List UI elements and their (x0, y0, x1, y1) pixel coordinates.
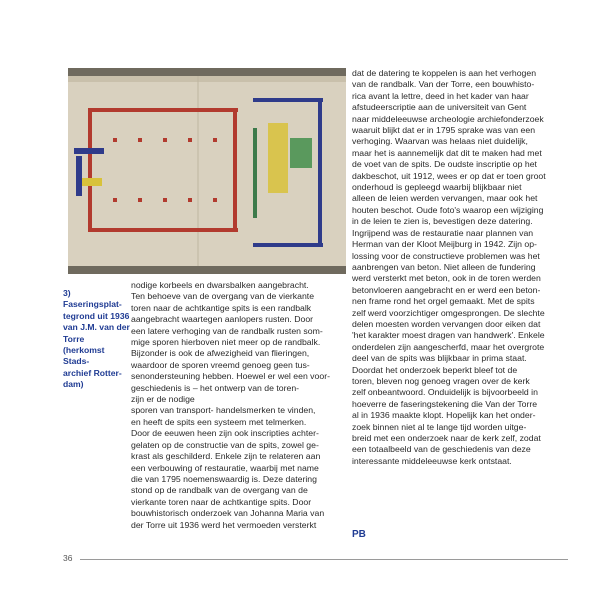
text-line: zelf werd voorzichtiger omgesprongen. De slechte (352, 307, 545, 318)
text-line: van de randbalk. Van der Torre, een bouwhisto- (352, 79, 535, 90)
text-line: nodige korbeels en dwarsbalken aangebracht. (131, 280, 309, 290)
article-column-middle (131, 280, 346, 531)
text-line: een latere verhoging van de randbalk rusten som- (131, 325, 323, 336)
floor-plan-photo (68, 68, 346, 274)
text-line: senondersteuning hebben. Hoewel er wel een voor- (131, 371, 330, 382)
text-line: dat de datering te koppelen is aan het verhogen (352, 68, 537, 78)
text-line: waaruit blijkt dat er in 1795 sprake was van een (352, 125, 536, 136)
text-line: de voet van de spits. De oudste inscriptie op het (352, 159, 537, 170)
caption-line: dam) (63, 379, 84, 390)
caption-line: 3) Faseringsplat- (63, 288, 122, 310)
text-line: verhoging. Waarvan was helaas niet duidelijk, (352, 136, 528, 147)
text-line: Doordat het onderzoek beperkt bleef tot de (352, 364, 518, 375)
text-line: hoeverre de faseringstekening die Van der Torre (352, 398, 538, 409)
text-line: der Torre uit 1936 werd het vermoeden versterkt (131, 519, 317, 530)
caption-line: van J.M. van der (63, 322, 130, 333)
text-line: in de leien te zien is, bevestigen deze datering. (352, 216, 533, 227)
text-line: 'het karakter moest dragen van handwerk'. Enkele (352, 330, 545, 341)
text-line: alleen de leien werden vervangen, maar ook het (352, 193, 538, 204)
text-line: geschiedenis is – het ontwerp van de toren- (131, 382, 300, 393)
text-line: Ingrijpend was de restauratie naar plannen van (352, 227, 534, 238)
text-line: gelaten op de constructie van de spits, zowel ge- (131, 439, 319, 450)
caption-line: archief Rotter- (63, 367, 122, 378)
text-line: die van 1795 noemenswaardig is. Deze datering (131, 473, 317, 484)
text-line: maar het is aannemelijk dat dit te maken had met (352, 147, 542, 158)
text-line: houten beschot. Oude foto's waarop een wijziging (352, 204, 544, 215)
text-line: stond op de randbalk van de overgang van de (131, 485, 308, 496)
text-line: zelf onbeantwoord. Onduidelijk is bijvoorbeeld in (352, 387, 538, 398)
author-signature: PB (352, 529, 366, 540)
text-line: aangebracht waartegen aanlopers rusten. Door (131, 314, 314, 325)
text-line: zoek binnen niet al te lange tijd worden uitge- (352, 421, 527, 432)
text-line: en heeft de spits een systeem met telmerken. (131, 416, 307, 427)
page-number: 36 (63, 553, 73, 563)
text-line: bouwhistorisch onderzoek van Johanna Maria van (131, 508, 325, 519)
text-line: Door de eeuwen heen zijn ook inscripties achter- (131, 428, 319, 439)
article-column-right (352, 68, 566, 467)
text-line: al in 1936 maakte klopt. Hopelijk kan het onder- (352, 410, 536, 421)
text-line: krast als geschilderd. Enkele zijn te relateren aan (131, 451, 321, 462)
text-line: toren naar de achtkantige spits is een randbalk (131, 302, 312, 313)
text-line: zijn er de nodige (131, 394, 195, 405)
text-line: sporen van transport- handelsmerken te vinden, (131, 405, 316, 416)
text-line: naar middeleeuwse archeologie archiefonderzoek (352, 113, 544, 124)
text-line: lossing voor de constructieve problemen was het (352, 250, 540, 261)
caption-line: (herkomst Stads- (63, 345, 105, 367)
caption-line: Torre (63, 333, 85, 344)
text-line: onderdelen zijn aangescherfd, maar het overgrote (352, 341, 545, 352)
text-line: waardoor de sporen vreemd genoeg geen tus- (131, 359, 310, 370)
text-line: toren, bleven nog genoeg vragen over de kerk (352, 375, 530, 386)
text-line: aanbrengen van beton. Niet alleen de fundering (352, 261, 536, 272)
text-line: dakbeschot, uit 1912, wees er op dat er toen groot (352, 170, 546, 181)
floor-plan-drawing (68, 68, 346, 274)
text-line: vierkante toren naar de achtkantige spits. Door (131, 496, 312, 507)
text-line: betonvloeren aangebracht en er werd een beton- (352, 284, 541, 295)
figure-caption (63, 288, 131, 391)
text-line: nen frame rond het orgel gemaakt. Met de spits (352, 296, 535, 307)
text-line: een totaalbeeld van de geschiedenis van deze (352, 444, 531, 455)
text-line: interessante middeleeuwse kerk ontstaat. (352, 455, 512, 466)
text-line: breid met een onderzoek naar de kerk zelf, zodat (352, 433, 541, 443)
text-line: afstudeerscriptie aan de universiteit van Gent (352, 102, 527, 113)
text-line: onderhoud is gepleegd waarbij blijkbaar niet (352, 182, 522, 193)
footer-rule (80, 559, 568, 560)
caption-line: tegrond uit 1936 (63, 310, 130, 321)
text-line: mige sporen hierboven niet meer op de randbalk. (131, 337, 321, 348)
text-line: een verbouwing of restauratie, waarbij met name (131, 462, 319, 473)
text-line: werd versterkt met beton, ook in de toren werden (352, 273, 541, 284)
text-line: Herman van der Kloot Meijburg in 1942. Zijn op- (352, 239, 537, 250)
text-line: deel van de spits was blijkbaar in prima staat. (352, 353, 527, 364)
text-line: Ten behoeve van de overgang van de vierkante (131, 291, 315, 302)
text-line: rica avant la lettre, deed in het kader van haar (352, 90, 529, 101)
text-line: Bijzonder is ook de afwezigheid van flieringen, (131, 348, 310, 359)
text-line: delen moesten worden vervangen door eiken dat (352, 318, 541, 329)
